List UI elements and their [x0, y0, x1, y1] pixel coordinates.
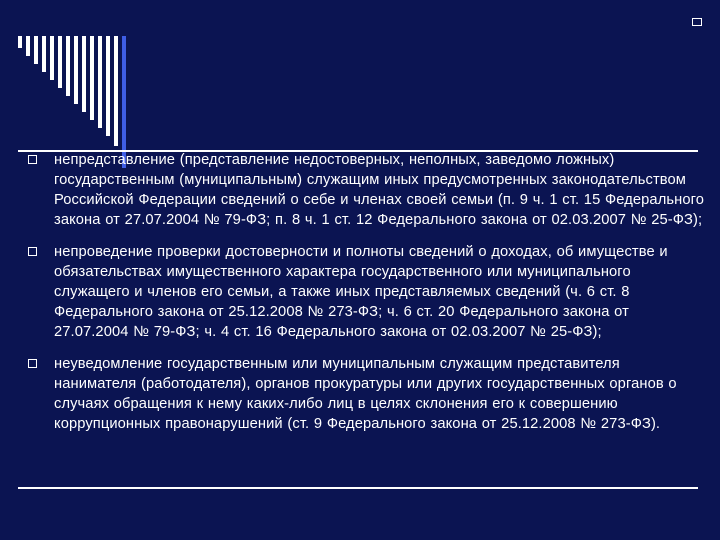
list-item-text: непредставление (представление недостоверных, неполных, заведомо ложных) государственным (муниципальным) служащим иных предусмотренных законодательством Российской Федерации сведений о себе и членах своей семьи (п. 9 ч. 1 ст. 15 Федерального закона от 27.07.2004 № 79-ФЗ; п. 8 ч. 1 ст. 12 Федерального закона от 02.03.2007 № 25-ФЗ); [54, 152, 705, 228]
list-item [28, 150, 704, 230]
decorative-bars [18, 36, 128, 168]
bullet-list [28, 150, 704, 446]
list-item [28, 354, 704, 434]
hollow-square-bullet-icon [28, 247, 37, 256]
list-item-text: непроведение проверки достоверности и полноты сведений о доходах, об имуществе и обязательствах имущественного характера государственного или муниципального служащего и членов его семьи, а также иных представляемых сведений (ч. 6 ст. 8 Федерального закона от 25.12.2008 № 273-ФЗ; ч. 6 ст. 20 Федерального закона от 27.07.2004 № 79-ФЗ; ч. 4 ст. 16 Федерального закона от 02.03.2007 № 25-ФЗ); [54, 244, 668, 340]
hollow-square-bullet-icon [28, 359, 37, 368]
list-item [28, 242, 704, 342]
corner-square-icon [692, 18, 702, 26]
list-item-text: неуведомление государственным или муниципальным служащим представителя нанимателя (работодателя), органов прокуратуры или других государственных органов о случаях обращения к нему каких-либо лиц в целях склонения его к совершению коррупционных правонарушений (ст. 9 Федерального закона от 25.12.2008 № 273-ФЗ). [54, 356, 677, 432]
bottom-divider [18, 487, 698, 489]
hollow-square-bullet-icon [28, 155, 37, 164]
